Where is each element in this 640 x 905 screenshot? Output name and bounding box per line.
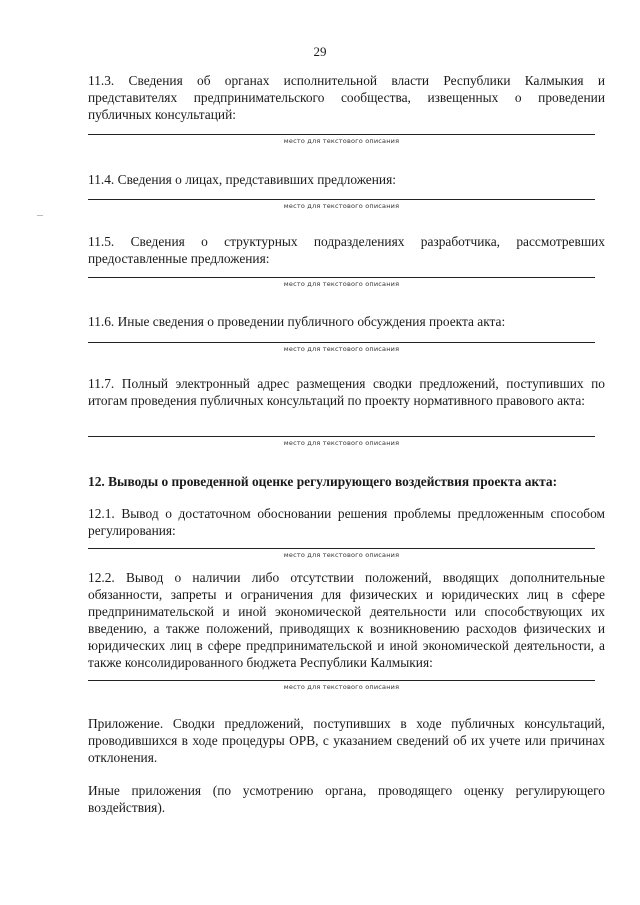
section-11-3-fill-caption: место для текстового описания <box>283 137 400 145</box>
section-11-7-text: 11.7. Полный электронный адрес размещения сводки предложений, поступивших по итогам проведения публичных консультаций по проекту нормативного правового акта: <box>88 376 605 408</box>
margin-mark <box>37 215 43 216</box>
section-12-2-fill-caption: место для текстового описания <box>283 683 400 691</box>
section-11-6-fill-caption: место для текстового описания <box>283 345 400 353</box>
section-11-4-fill-caption: место для текстового описания <box>283 202 400 210</box>
section-11-4-fill-line[interactable] <box>88 199 595 200</box>
section-12-2-text: 12.2. Вывод о наличии либо отсутствии положений, вводящих дополнительные обязанности, запреты и ограничения для физических и юридических лиц в сфере предпринимательской и иной экономической деятельности или способствующих их введению, а также положений, приводящих к возникновению расходов физических и юридических лиц в сфере предпринимательской и иной экономической деятельности, а также консолидированного бюджета Республики Калмыкия: <box>88 570 605 670</box>
page-number: 29 <box>313 44 327 59</box>
appendix-text: Приложение. Сводки предложений, поступивших в ходе публичных консультаций, проводившихся в ходе процедуры ОРВ, с указанием сведений об их учете или причинах отклонения. <box>88 716 605 765</box>
section-12-1-fill-caption: место для текстового описания <box>283 551 400 559</box>
section-11-3-text: 11.3. Сведения об органах исполнительной власти Республики Калмыкия и представителях предпринимательского сообщества, извещенных о проведении публичных консультаций: <box>88 73 605 122</box>
section-11-3-fill-line[interactable] <box>88 134 595 135</box>
section-12-heading: 12. Выводы о проведенной оценке регулирующего воздействия проекта акта: <box>88 474 558 489</box>
section-11-7-fill-caption: место для текстового описания <box>283 439 400 447</box>
section-12-2-fill-line[interactable] <box>88 680 595 681</box>
other-appendices-text: Иные приложения (по усмотрению органа, проводящего оценку регулирующего воздействия). <box>88 783 605 815</box>
section-12-1-fill-line[interactable] <box>88 548 595 549</box>
section-11-5-fill-caption: место для текстового описания <box>283 280 400 288</box>
section-12-1-text: 12.1. Вывод о достаточном обосновании решения проблемы предложенным способом регулирования: <box>88 506 605 538</box>
section-11-6-text: 11.6. Иные сведения о проведении публичного обсуждения проекта акта: <box>88 314 506 329</box>
section-11-7-fill-line[interactable] <box>88 436 595 437</box>
section-11-4-text: 11.4. Сведения о лицах, представивших предложения: <box>88 172 396 187</box>
section-11-5-text: 11.5. Сведения о структурных подразделениях разработчика, рассмотревших предоставленные предложения: <box>88 234 605 266</box>
section-11-5-fill-line[interactable] <box>88 277 595 278</box>
section-11-6-fill-line[interactable] <box>88 342 595 343</box>
